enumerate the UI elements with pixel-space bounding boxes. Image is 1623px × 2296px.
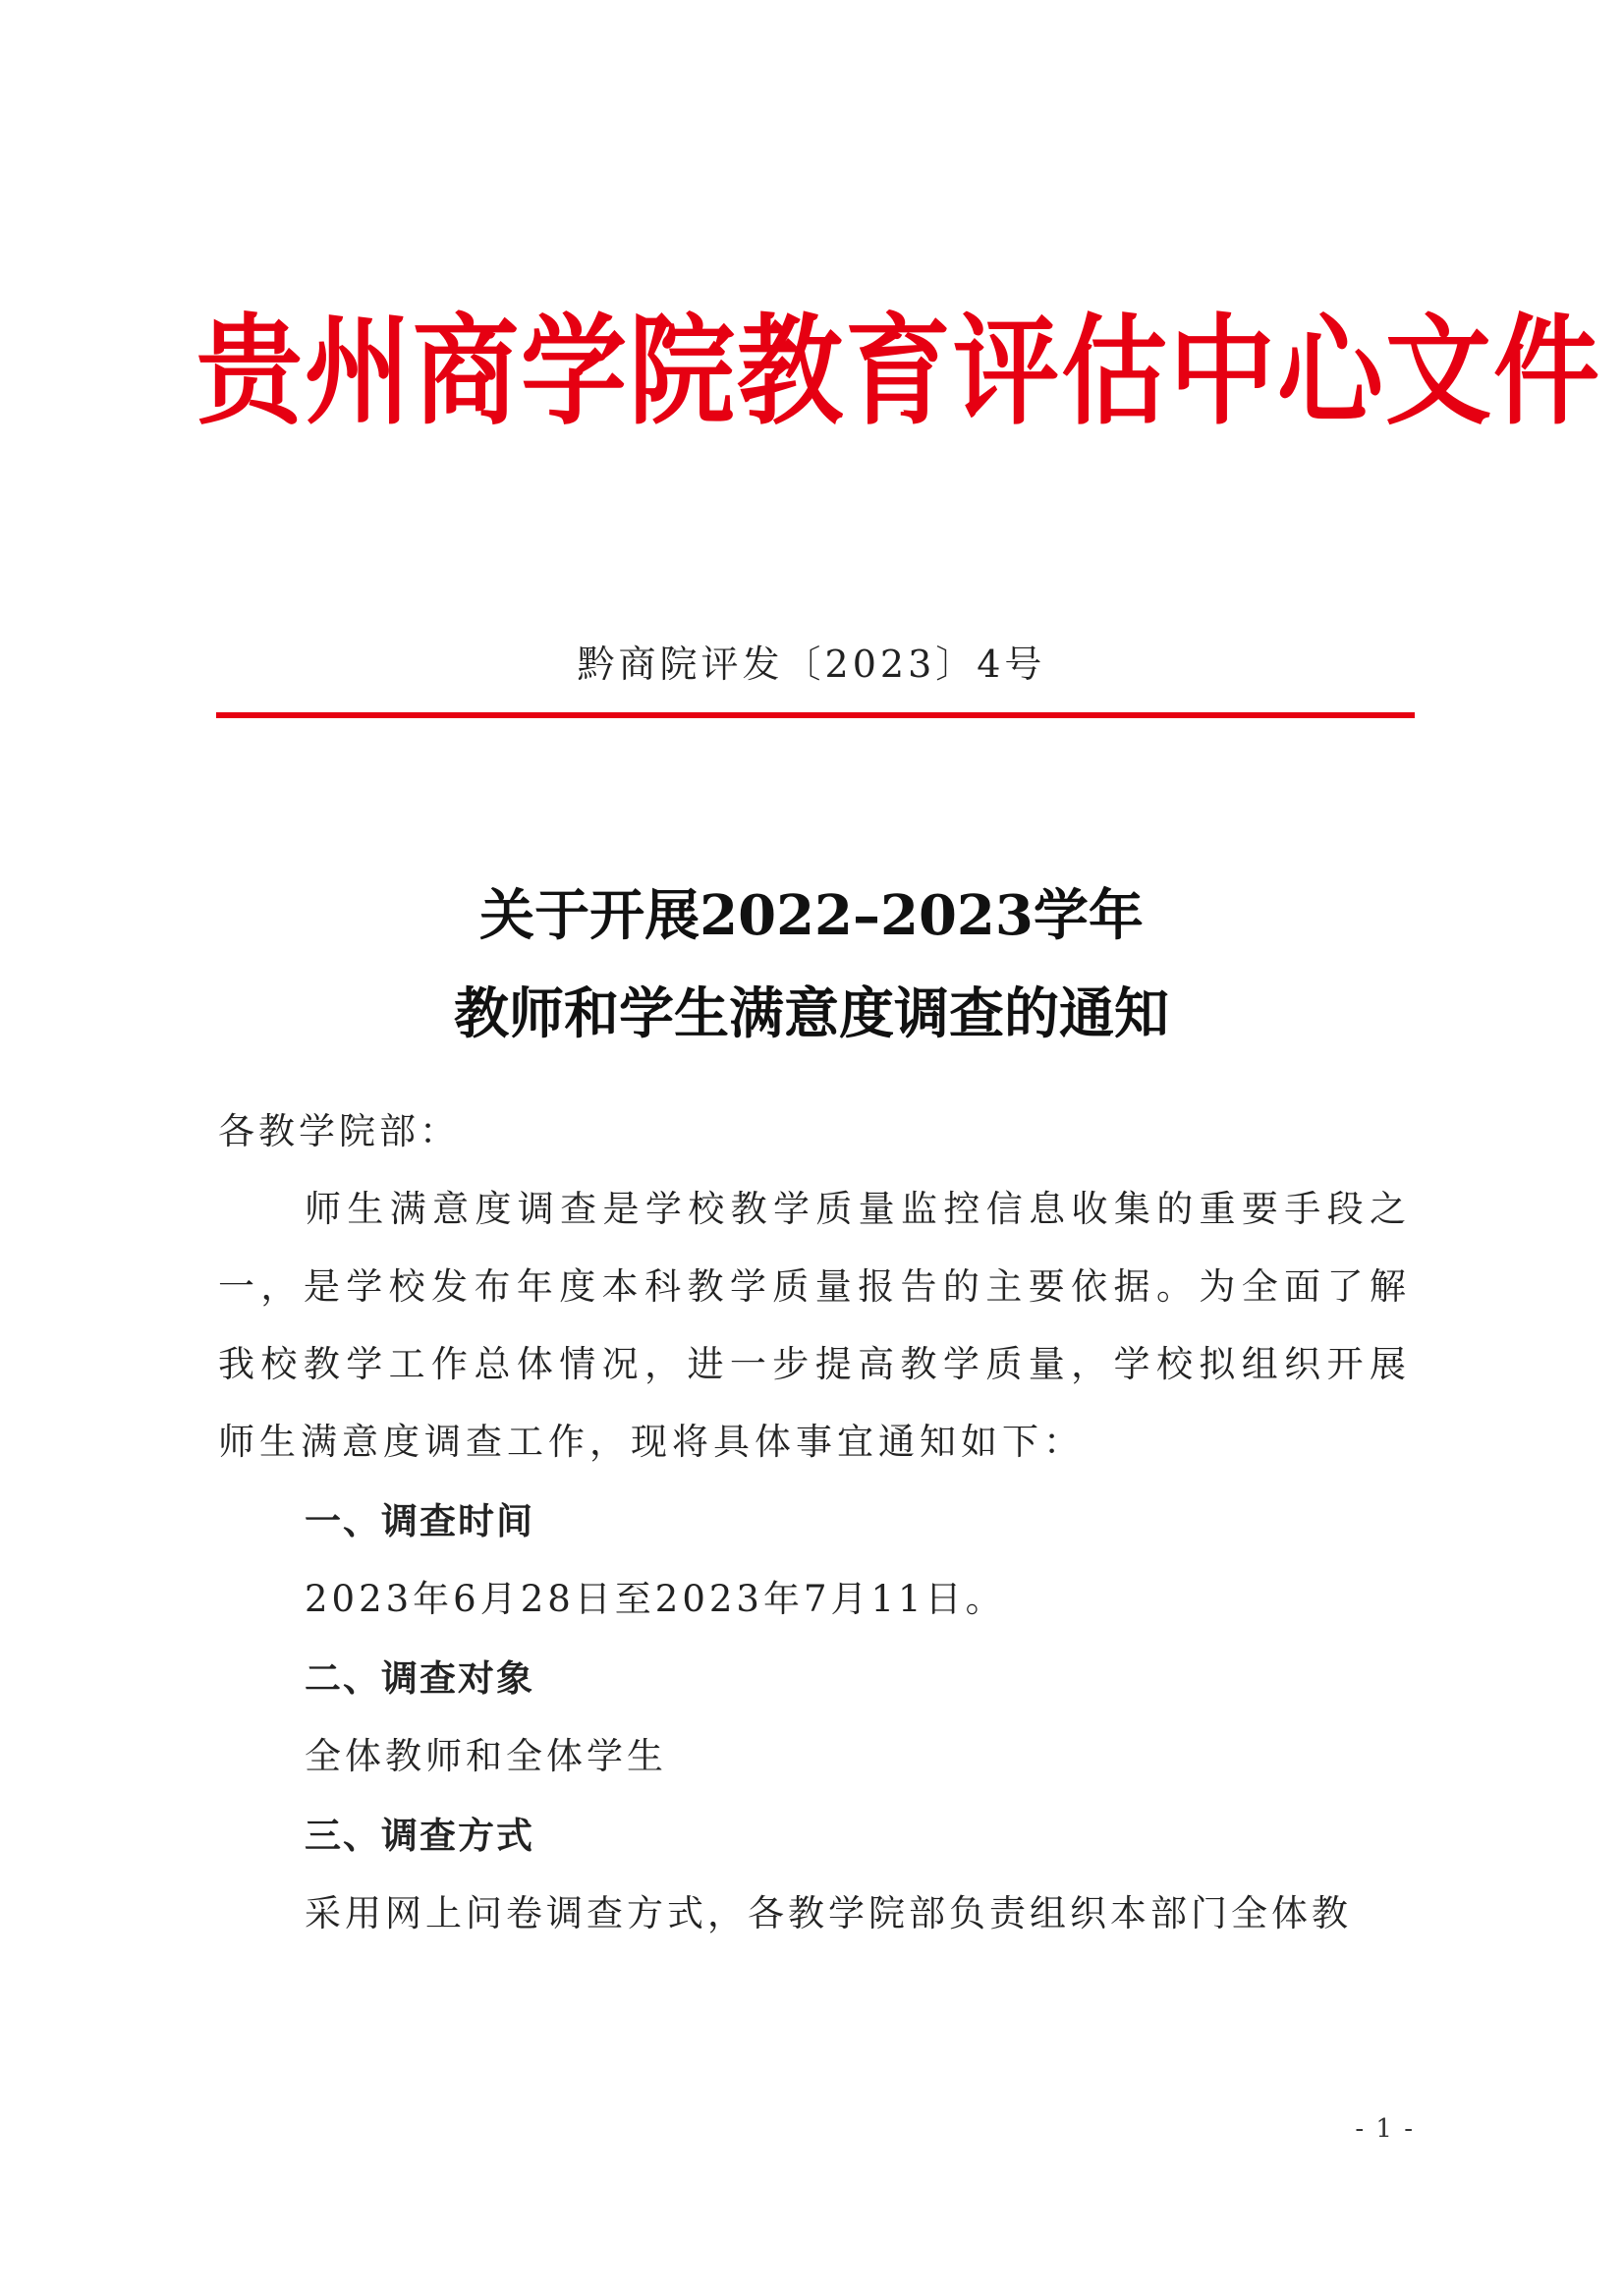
notice-title-line-1: 关于开展2022–2023学年: [479, 883, 1144, 948]
section-heading-method: 三、调查方式: [305, 1815, 534, 1857]
section-heading-time: 一、调查时间: [305, 1500, 534, 1542]
salutation: 各教学院部：: [218, 1110, 460, 1152]
section-content-time: 2023年6月28日至2023年7月11日。: [305, 1578, 1006, 1620]
notice-title-line-2: 教师和学生满意度调查的通知: [454, 981, 1169, 1046]
intro-paragraph: 师生满意度调查是学校教学质量监控信息收集的重要手段之一，是学校发布年度本科教学质量报告的主要依据。为全面了解我校教学工作总体情况，进一步提高教学质量，学校拟组织开展师生满意度调查工作，现将具体事宜通知如下：: [218, 1188, 1411, 1463]
red-divider-line: [216, 712, 1415, 718]
page-number: - 1 -: [1355, 2114, 1415, 2144]
section-heading-subjects: 二、调查对象: [305, 1657, 534, 1700]
masthead-title: 贵州商学院教育评估中心文件: [196, 302, 1602, 441]
section-content-method: 采用网上问卷调查方式，各教学院部负责组织本部门全体教: [305, 1892, 1352, 1934]
document-body: [218, 1092, 1411, 1952]
document-number: 黔商院评发〔2023〕4号: [577, 643, 1046, 686]
notice-title: [196, 867, 1427, 1063]
section-content-subjects: 全体教师和全体学生: [305, 1735, 667, 1777]
